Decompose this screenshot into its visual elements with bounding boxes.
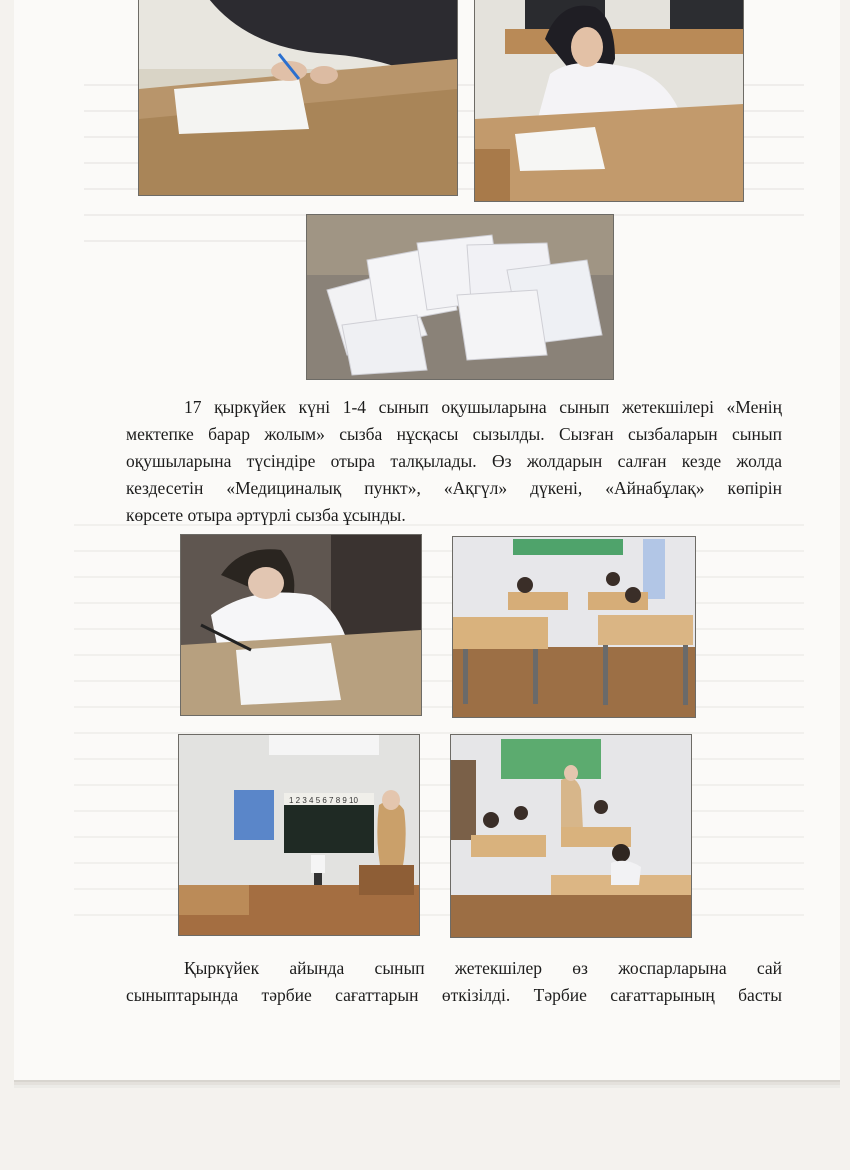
photo-classroom-desks	[452, 536, 696, 718]
photo-drawings-on-table	[306, 214, 614, 380]
photo-boy-drawing	[180, 534, 422, 716]
photo-teacher-at-board	[178, 734, 420, 936]
photo-classroom-pupils	[450, 734, 692, 938]
paragraph-class-hours	[126, 955, 782, 1009]
paragraph-my-way-to-school	[126, 394, 782, 529]
paragraph-line: көрсете отыра әртүрлі сызба ұсынды.	[126, 505, 406, 525]
paragraph-line: Қыркүйек айында сынып жетекшілер өз жоспарларына сай	[184, 958, 782, 978]
paragraph-line: сыныптарында тәрбие сағаттарын өткізілді. Тәрбие сағаттарының басты	[126, 985, 782, 1005]
paragraph-line: мектепке барар жолым» сызба нұсқасы сызылды. Сызған сызбаларын сынып	[126, 424, 782, 444]
paragraph-line: 17 қыркүйек күні 1-4 сынып оқушыларына сынып жетекшілері «Менің	[184, 397, 782, 417]
photo-girl-writing	[474, 0, 744, 202]
paragraph-line: оқушыларына түсіндіре отыра талқылады. Өз жолдарын салған кезде жолда	[126, 451, 782, 471]
photo-student-writing	[138, 0, 458, 196]
paragraph-line: кездесетін «Медициналық пункт», «Ақгүл» дүкені, «Айнабұлақ» көпірін	[126, 478, 782, 498]
scanned-page	[14, 0, 840, 1080]
board-numbers: 1 2 3 4 5 6 7 8 9 10	[289, 796, 358, 805]
